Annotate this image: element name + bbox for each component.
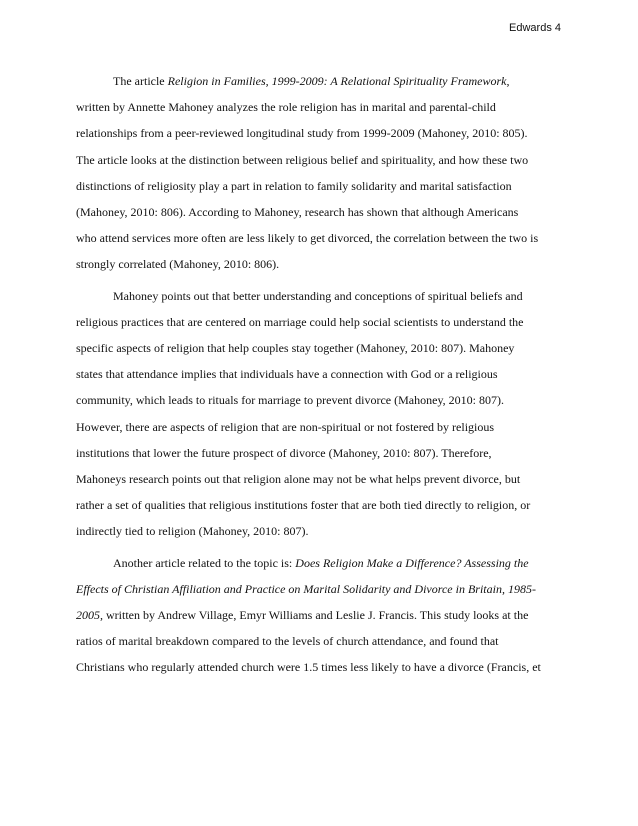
text-line [76,440,562,466]
text-run: strongly correlated (Mahoney, 2010: 806). [76,257,280,272]
text-run: community, which leads to rituals for marriage to prevent divorce (Mahoney, 2010: 807). [76,393,504,408]
text-line [76,225,562,251]
text-run: However, there are aspects of religion that are non-spiritual or not fostered by religious [76,419,495,434]
italic-title-text: Religion in Families, 1999-2009: A Relational Spirituality Framework, [167,74,510,88]
text-line [76,466,562,492]
text-line [76,120,562,146]
paragraph [76,283,562,545]
text-run: who attend services more often are less likely to get divorced, the correlation between the two is [76,231,539,246]
text-line [76,173,562,199]
text-line [76,576,562,602]
text-line [76,414,562,440]
text-run: rather a set of qualities that religious institutions foster that are both tied directly to religion, or [76,498,531,513]
text-line [76,518,562,544]
text-run: written by Annette Mahoney analyzes the role religion has in marital and parental-child [76,100,496,115]
text-line [76,68,562,94]
paragraph [76,68,562,278]
text-run: written by Andrew Village, Emyr Williams and Leslie J. Francis. This study looks at the [103,608,529,623]
paragraph [76,550,562,681]
text-line [76,361,562,387]
text-run: The article looks at the distinction between religious belief and spirituality, and how these two [76,152,529,167]
text-line [76,628,562,654]
text-line [76,550,562,576]
text-run: Mahoneys research points out that religion alone may not be what helps prevent divorce, but [76,472,521,487]
text-run: ratios of marital breakdown compared to the levels of church attendance, and found that [76,634,499,649]
text-run: specific aspects of religion that help couples stay together (Mahoney, 2010: 807). Mahoney [76,341,515,356]
text-line [76,283,562,309]
text-line [76,492,562,518]
text-run: Christians who regularly attended church were 1.5 times less likely to have a divorce (Francis, et [76,660,541,675]
text-line [76,654,562,680]
text-run: relationships from a peer-reviewed longitudinal study from 1999-2009 (Mahoney, 2010: 805). [76,126,528,141]
text-run: institutions that lower the future prospect of divorce (Mahoney, 2010: 807). Therefore, [76,445,492,460]
text-line [76,199,562,225]
text-run: Another article related to the topic is: [113,555,296,570]
text-line [76,94,562,120]
text-line [76,251,562,277]
italic-title-text: 2005, [76,608,103,623]
running-head: Edwards 4 [509,22,561,34]
body-text [76,68,562,681]
text-run: Mahoney points out that better understanding and conceptions of spiritual beliefs and [113,288,523,303]
text-run: (Mahoney, 2010: 806). According to Mahoney, research has shown that although Americans [76,205,519,220]
text-run: religious practices that are centered on marriage could help social scientists to understand the [76,314,524,329]
text-line [76,309,562,335]
text-line [76,335,562,361]
text-run: distinctions of religiosity play a part in relation to family solidarity and marital satisfaction [76,178,512,193]
text-run: indirectly tied to religion (Mahoney, 2010: 807). [76,524,309,539]
text-line [76,602,562,628]
text-run: The article [113,74,168,88]
text-line [76,147,562,173]
text-line [76,387,562,413]
italic-title-text: Does Religion Make a Difference? Assessing the [295,555,529,570]
italic-title-text: Effects of Christian Affiliation and Practice on Marital Solidarity and Divorce in Britain, 1985- [76,581,536,596]
text-run: states that attendance implies that individuals have a connection with God or a religious [76,367,498,382]
